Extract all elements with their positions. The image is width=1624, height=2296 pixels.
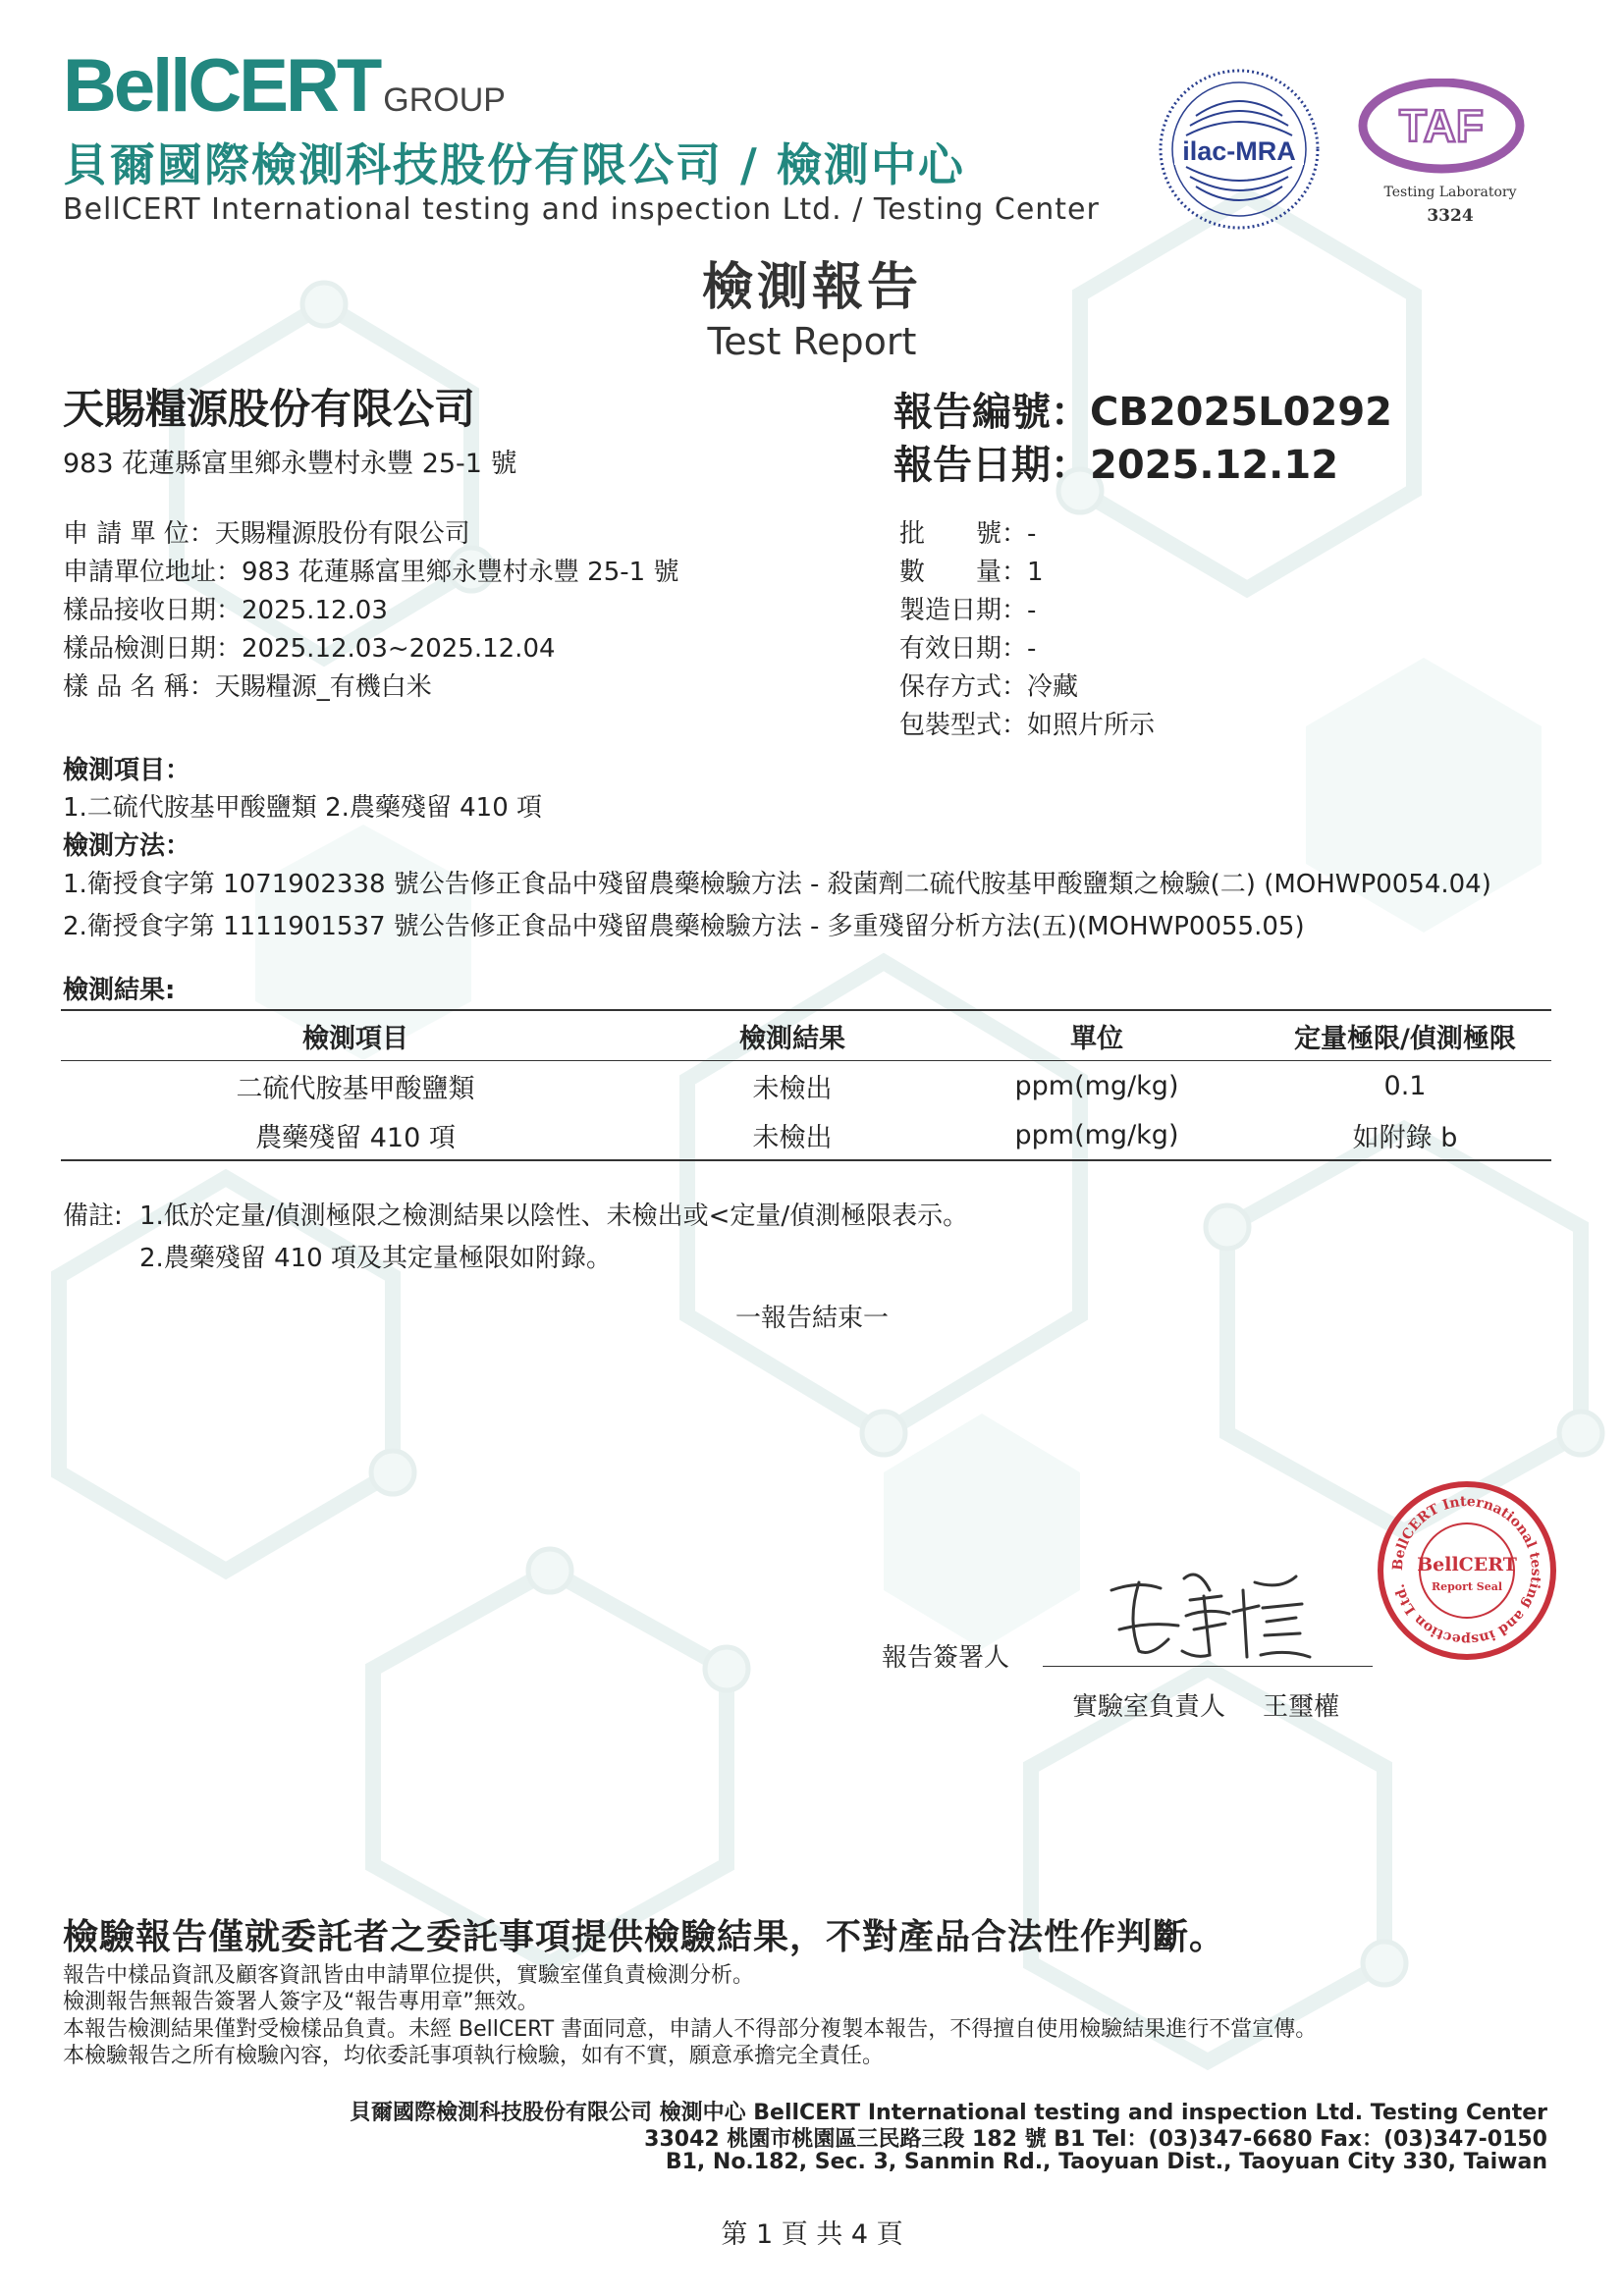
col-header-item: 檢測項目	[61, 1010, 650, 1061]
client-address: 983 花蓮縣富里鄉永豐村永豐 25-1 號	[63, 449, 517, 479]
signatory-name: 王璽權	[1263, 1692, 1340, 1722]
cell-result: 未檢出	[650, 1110, 935, 1160]
cell-item: 二硫代胺基甲酸鹽類	[236, 1073, 475, 1104]
results-header-row	[61, 1010, 1551, 1061]
report-title-en: Test Report	[707, 320, 917, 363]
col-header-unit: 單位	[935, 1010, 1259, 1061]
cell-unit: ppm(mg/kg)	[935, 1110, 1259, 1160]
footer-address-zh: 33042 桃園市桃園區三民路三段 182 號 B1 Tel：(03)347-6680 Fax：(03)347-0150	[644, 2127, 1547, 2152]
info-quantity: 數 量：1	[899, 558, 1044, 587]
disclaimer-line-2: 檢測報告無報告簽署人簽字及“報告專用章”無效。	[63, 1990, 539, 2014]
info-applicant: 申 請 單 位：天賜糧源股份有限公司	[63, 519, 470, 549]
test-items-label: 檢測項目：	[63, 756, 191, 785]
info-applicant-address: 申請單位地址：983 花蓮縣富里鄉永豐村永豐 25-1 號	[63, 558, 679, 587]
taf-label: TAF	[1398, 100, 1485, 151]
cell-limit: 0.1	[1383, 1070, 1427, 1101]
info-test-date: 樣品檢測日期：2025.12.03~2025.12.04	[63, 634, 556, 664]
client-name: 天賜糧源股份有限公司	[63, 385, 476, 433]
end-of-report: 一報告結束一	[734, 1304, 889, 1333]
table-row	[61, 1061, 1551, 1111]
footer-company: 貝爾國際檢測科技股份有限公司 檢測中心 BellCERT International testing and inspection Ltd. Testing Center	[349, 2101, 1547, 2125]
signatory-label: 報告簽署人	[882, 1643, 1010, 1673]
report-number: 報告編號：CB2025L0292	[893, 390, 1392, 435]
info-batch: 批 號：-	[899, 519, 1037, 549]
info-storage: 保存方式：冷藏	[899, 672, 1079, 702]
report-seal-stamp	[1375, 1478, 1559, 1663]
test-items-text: 1.二硫代胺基甲酸鹽類 2.農藥殘留 410 項	[63, 793, 543, 823]
info-expiry-date: 有效日期：-	[899, 634, 1037, 664]
cell-unit: ppm(mg/kg)	[1014, 1070, 1179, 1101]
cell-item: 農藥殘留 410 項	[61, 1110, 650, 1160]
company-name-en: BellCERT International testing and inspection Ltd. / Testing Center	[63, 192, 1100, 227]
info-received-date: 樣品接收日期：2025.12.03	[63, 596, 388, 625]
taf-caption: Testing Laboratory	[1383, 185, 1517, 200]
bellcert-logo	[63, 44, 506, 128]
seal-center-text: BellCERT	[1417, 1554, 1517, 1575]
report-title-zh: 檢測報告	[701, 258, 922, 317]
report-date: 報告日期：2025.12.12	[893, 443, 1339, 488]
note-line-2: 2.農藥殘留 410 項及其定量極限如附錄。	[139, 1244, 612, 1273]
signature-line	[1043, 1666, 1373, 1667]
info-sample-name: 樣 品 名 稱：天賜糧源_有機白米	[63, 672, 432, 702]
page-number: 第 1 頁 共 4 頁	[721, 2219, 903, 2250]
notes-label: 備註:	[63, 1201, 123, 1231]
test-method-2: 2.衛授食字第 1111901537 號公告修正食品中殘留農藥檢驗方法 - 多重殘留分析方法(五)(MOHWP0055.05)	[63, 912, 1305, 941]
test-methods-label: 檢測方法：	[63, 831, 191, 861]
handwritten-signature	[1100, 1561, 1316, 1669]
disclaimer-line-3: 本報告檢測結果僅對受檢樣品負責。未經 BellCERT 書面同意，申請人不得部分複製本報告，不得擅自使用檢驗結果進行不當宣傳。	[63, 2017, 1318, 2042]
seal-sub-text: Report Seal	[1431, 1580, 1503, 1593]
test-method-1: 1.衛授食字第 1071902338 號公告修正食品中殘留農藥檢驗方法 - 殺菌劑二硫代胺基甲酸鹽類之檢驗(二) (MOHWP0054.04)	[63, 870, 1491, 899]
disclaimer-main: 檢驗報告僅就委託者之委託事項提供檢驗結果，不對產品合法性作判斷。	[63, 1917, 1226, 1957]
cell-limit: 如附錄 b	[1259, 1110, 1551, 1160]
disclaimer-line-4: 本檢驗報告之所有檢驗內容，均依委託事項執行檢驗，如有不實，願意承擔完全責任。	[63, 2044, 885, 2068]
ilac-label: ilac-MRA	[1182, 136, 1296, 166]
signatory-title: 實驗室負責人	[1072, 1692, 1226, 1722]
col-header-limit: 定量極限/偵測極限	[1259, 1010, 1551, 1061]
ilac-mra-logo	[1157, 67, 1322, 232]
logo-group-text: GROUP	[383, 81, 506, 119]
info-packaging: 包裝型式：如照片所示	[899, 711, 1156, 740]
cell-result: 未檢出	[752, 1073, 833, 1104]
results-label: 檢測結果:	[63, 976, 176, 1005]
footer-address-en: B1, No.182, Sec. 3, Sanmin Rd., Taoyuan Dist., Taoyuan City 330, Taiwan	[665, 2150, 1547, 2174]
taf-logo	[1357, 79, 1526, 226]
taf-number: 3324	[1427, 206, 1474, 226]
disclaimer-line-1: 報告中樣品資訊及顧客資訊皆由申請單位提供，實驗室僅負責檢測分析。	[63, 1963, 755, 1988]
info-mfg-date: 製造日期：-	[899, 596, 1037, 625]
logo-main-text: BellCERT	[63, 44, 380, 128]
company-name-zh: 貝爾國際檢測科技股份有限公司 / 檢測中心	[63, 138, 965, 191]
table-row	[61, 1110, 1551, 1160]
note-line-1: 1.低於定量/偵測極限之檢測結果以陰性、未檢出或<定量/偵測極限表示。	[139, 1201, 969, 1231]
seal-ring-text: BellCERT International testing and inspection Ltd.	[1389, 1493, 1544, 1648]
col-header-result: 檢測結果	[650, 1010, 935, 1061]
results-table	[61, 1009, 1551, 1161]
